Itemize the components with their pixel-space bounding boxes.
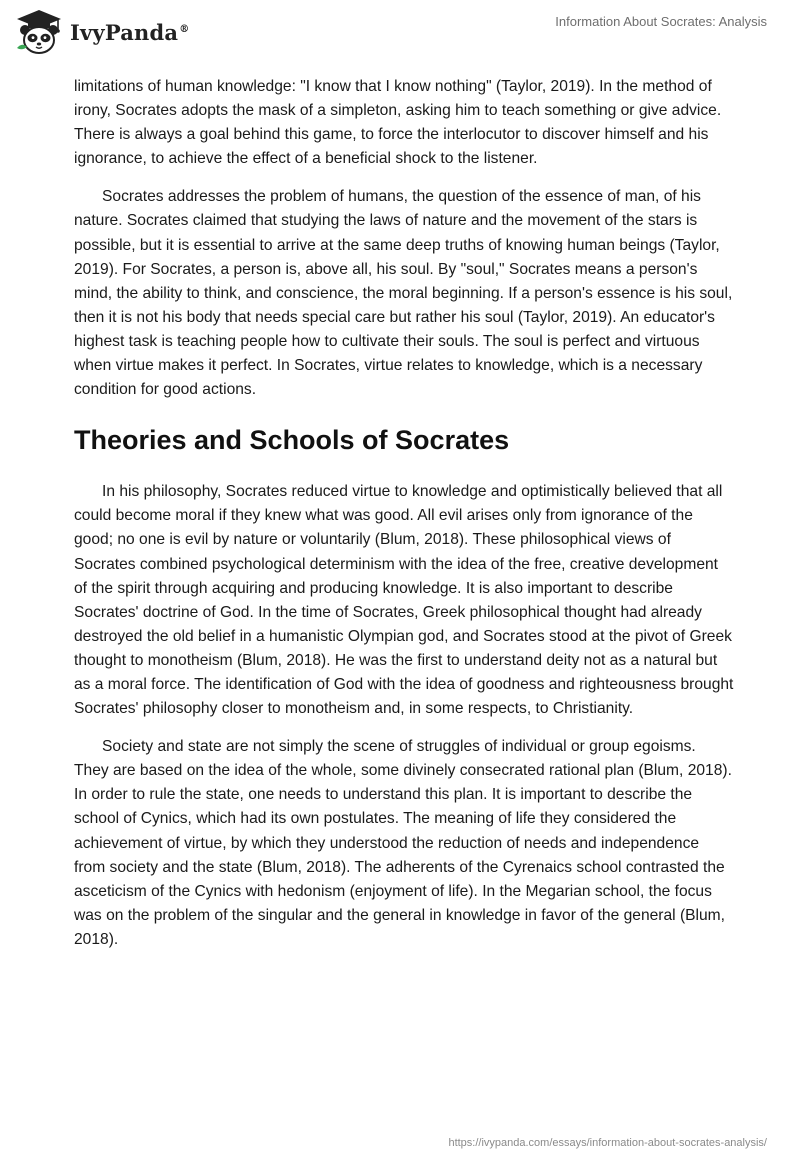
essay-body xyxy=(74,75,734,966)
paragraph: Society and state are not simply the scene of struggles of individual or group egoisms. They are based on the idea of the whole, some divinely consecrated rational plan (Blum, 2018). In order to rule the state, one needs to understand this plan. It is important to describe the school of Cynics, which had its own postulates. The meaning of life they considered the achievement of virtue, by which they understood the reduction of needs and independence from society and the state (Blum, 2018). The adherents of the Cyrenaics school contrasted the asceticism of the Cynics with hedonism (enjoyment of life). In the Megarian school, the focus was on the problem of the singular and the general in knowledge in favor of the general (Blum, 2018). xyxy=(74,738,732,948)
source-url[interactable]: https://ivypanda.com/essays/information-about-socrates-analysis/ xyxy=(448,1137,767,1149)
registered-mark: ® xyxy=(179,23,190,35)
logo[interactable] xyxy=(14,8,189,56)
panda-graduate-icon xyxy=(14,8,64,56)
brand-name: IvyPanda® xyxy=(70,19,190,45)
section-heading: Theories and Schools of Socrates xyxy=(74,425,510,456)
paragraph: limitations of human knowledge: "I know that I know nothing" (Taylor, 2019). In the method of irony, Socrates adopts the mask of a simpleton, asking him to teach something or give advice. There is always a goal behind this game, to force the interlocutor to discover himself and his ignorance, to achieve the effect of a beneficial shock to the listener. xyxy=(74,78,722,168)
paragraph: Socrates addresses the problem of humans, the question of the essence of man, of his nature. Socrates claimed that studying the laws of nature and the movement of the stars is possible, but it is essential to arrive at the same deep truths of knowing human beings (Taylor, 2019). For Socrates, a person is, above all, his soul. By "soul," Socrates means a person's mind, the ability to think, and conscience, the moral beginning. If a person's essence is his soul, then it is not his body that needs special care but rather his soul (Taylor, 2019). An educator's highest task is teaching people how to cultivate their souls. The soul is perfect and virtuous when virtue makes it perfect. In Socrates, virtue relates to knowledge, which is a necessary condition for good actions. xyxy=(74,188,733,399)
page-header xyxy=(0,0,800,70)
document-title: Information About Socrates: Analysis xyxy=(555,14,767,29)
paragraph: In his philosophy, Socrates reduced virtue to knowledge and optimistically believed that all could become moral if they knew what was good. All evil arises only from ignorance of the good; no one is evil by nature or voluntarily (Blum, 2018). These philosophical views of Socrates combined psychological determinism with the idea of the free, creative development of the spirit through acquiring and producing knowledge. It is also important to describe Socrates' doctrine of God. In the time of Socrates, Greek philosophical thought had already destroyed the old belief in a humanistic Olympian god, and Socrates stood at the pivot of Greek thought to monotheism (Blum, 2018). He was the first to understand deity not as a natural but as a moral force. The identification of God with the idea of goodness and righteousness brought Socrates' philosophy closer to monotheism and, in some respects, to Christianity. xyxy=(74,483,734,718)
